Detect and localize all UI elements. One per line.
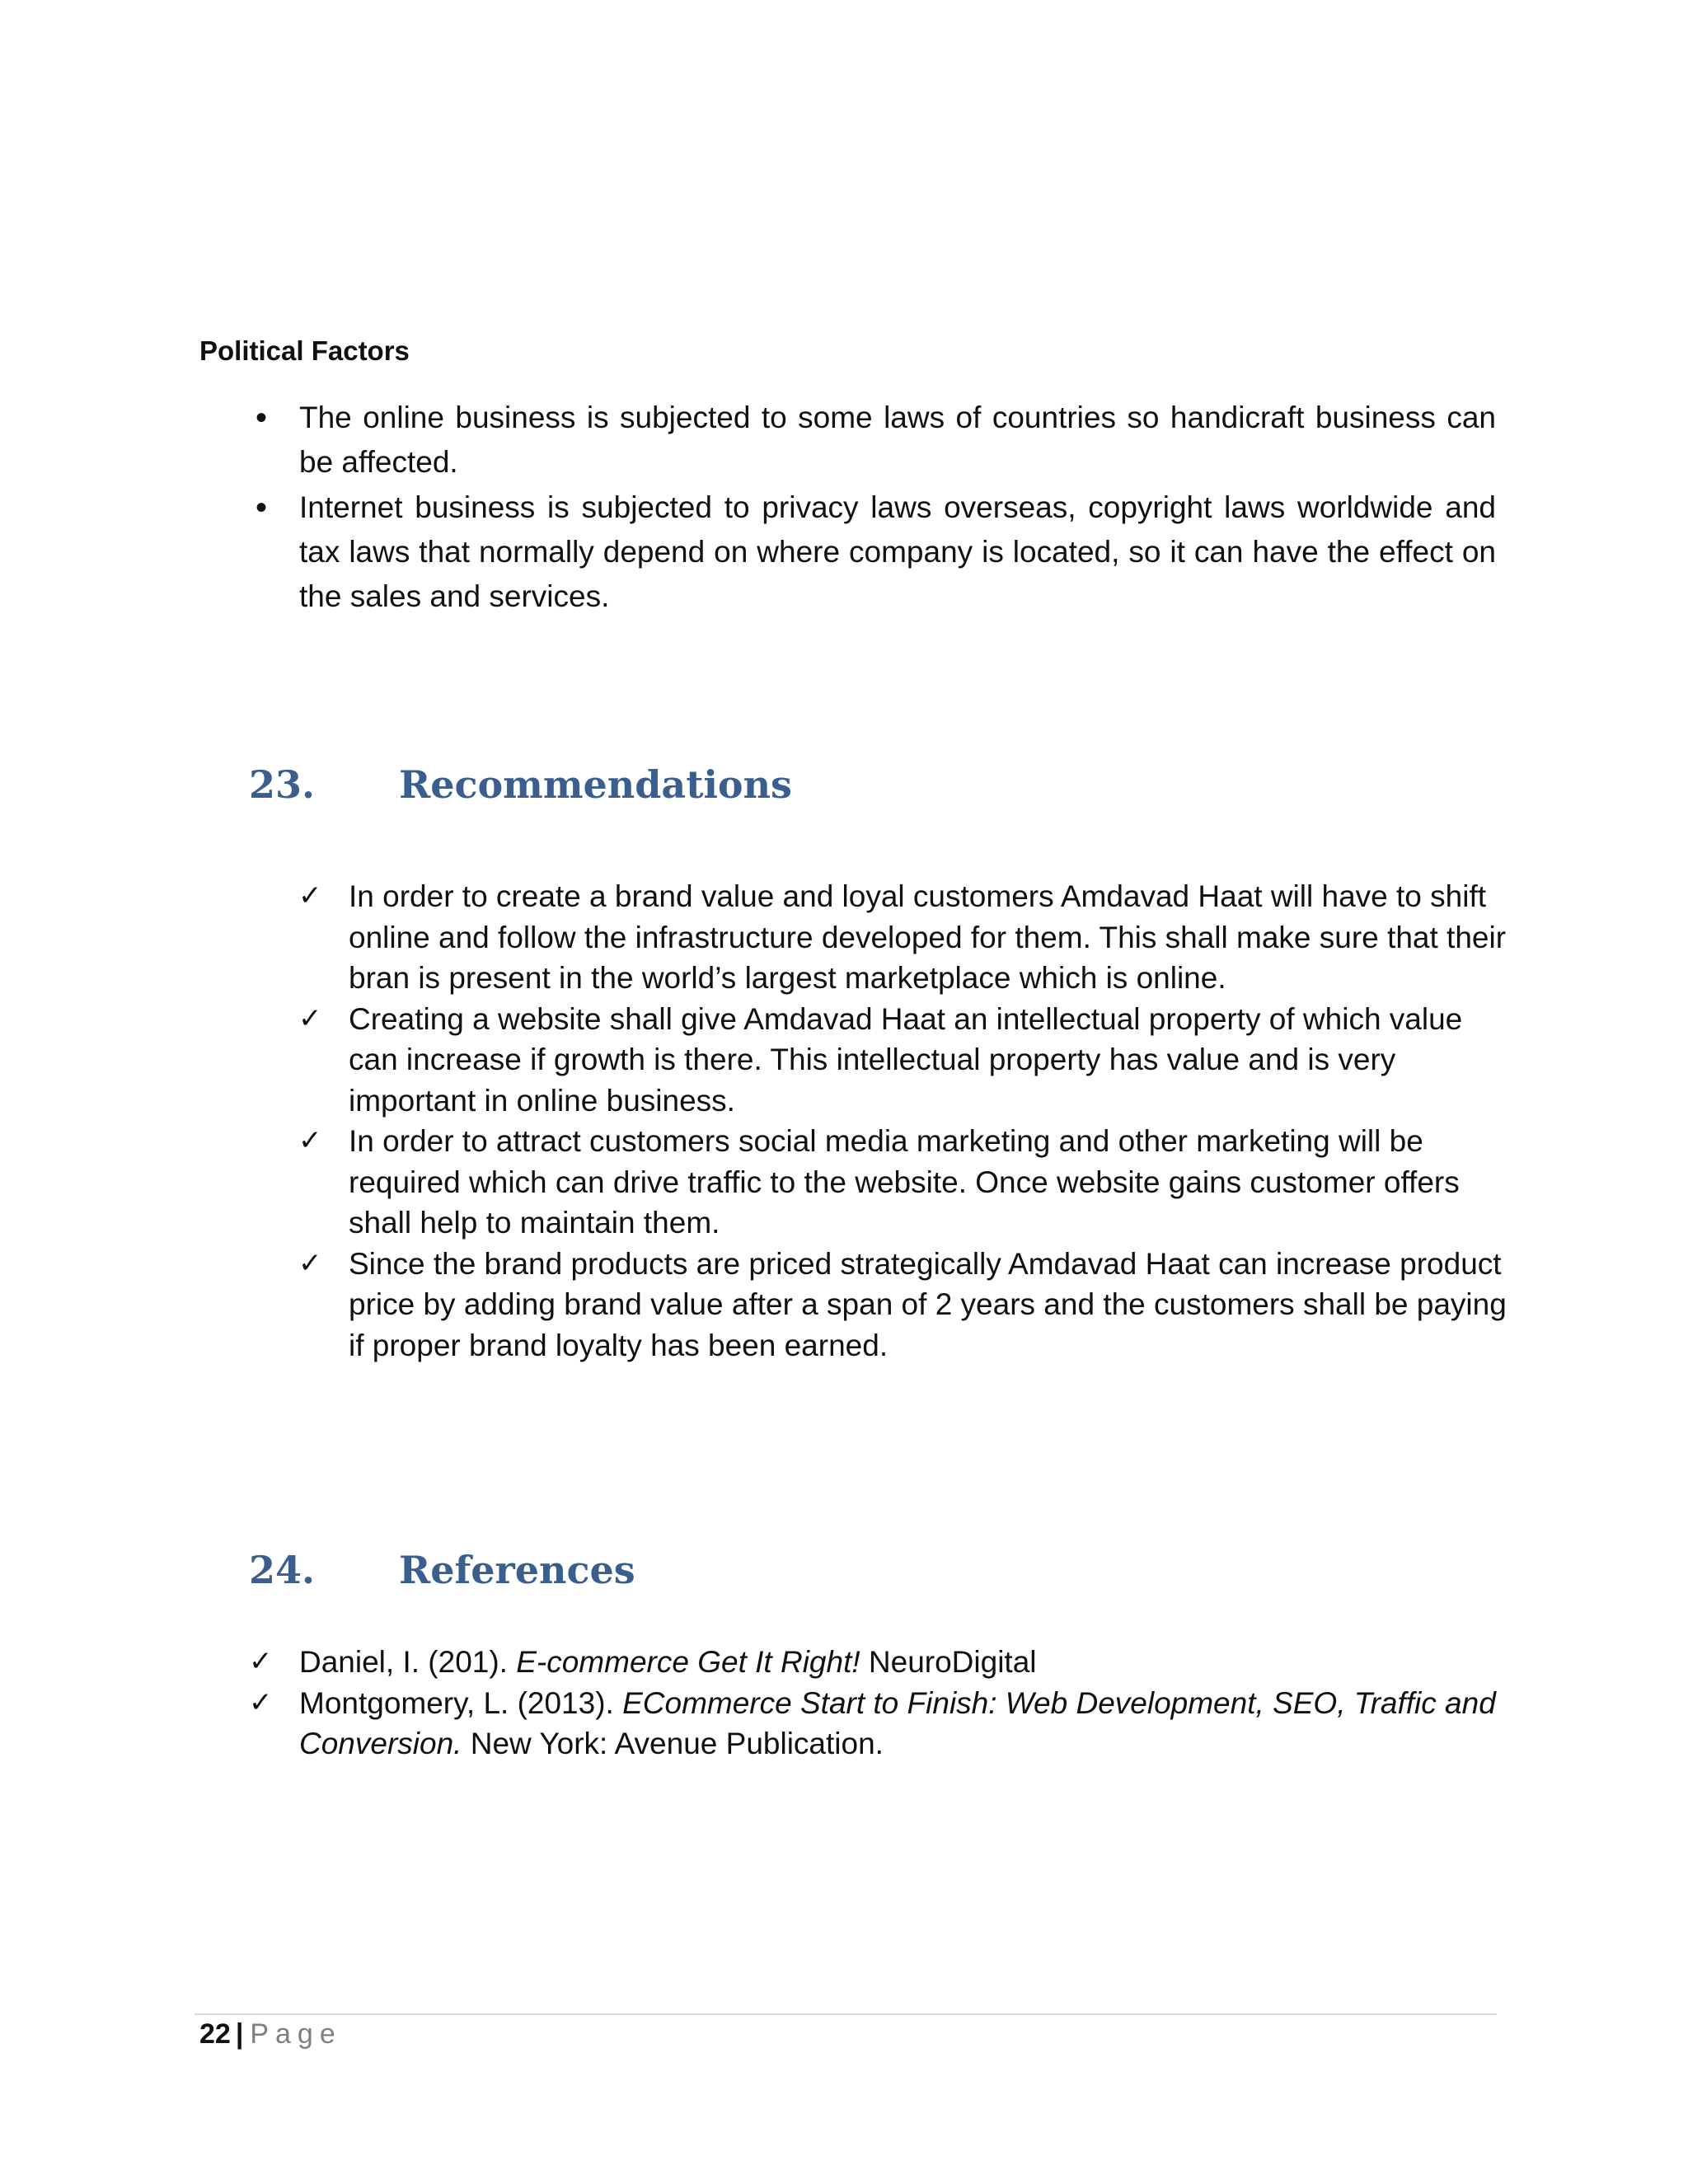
footer-separator: | xyxy=(235,2018,244,2050)
list-item xyxy=(298,1244,1510,1366)
recommendation-text: In order to attract customers social media marketing and other marketing will be required which can drive traffic to the website. Once website gains customer offers shall help to maintain them. xyxy=(349,1124,1460,1240)
political-factors-list xyxy=(249,396,1496,619)
bullet-text: The online business is subjected to some laws of countries so handicraft business can be affected. xyxy=(299,401,1496,479)
page-number: 22 xyxy=(199,2018,231,2050)
political-factors-heading: Political Factors xyxy=(199,335,410,366)
bullet-icon: • xyxy=(255,490,267,526)
list-item xyxy=(298,1121,1510,1244)
section-number: 24. xyxy=(249,1548,316,1592)
recommendation-text: Since the brand products are priced strategically Amdavad Haat can increase product price by adding brand value after a span of 2 years and the customers shall be paying if proper brand loyalty has been earned. xyxy=(349,1246,1507,1362)
list-item xyxy=(298,876,1510,999)
checkmark-icon: ✓ xyxy=(298,1124,322,1157)
checkmark-icon: ✓ xyxy=(298,1246,322,1280)
section-number: 23. xyxy=(249,762,316,807)
bullet-text: Internet business is subjected to privacy laws overseas, copyright laws worldwide and tax laws that normally depend on where company is located, so it can have the effect on the sales and services. xyxy=(299,490,1496,613)
checkmark-icon: ✓ xyxy=(298,879,322,912)
recommendation-text: Creating a website shall give Amdavad Haat an intellectual property of which value can increase if growth is there. This intellectual property has value and is very important in online business. xyxy=(349,1001,1463,1118)
page-footer xyxy=(199,2018,342,2050)
list-item xyxy=(298,999,1510,1122)
checkmark-icon: ✓ xyxy=(249,1645,273,1678)
page-label: Page xyxy=(250,2018,342,2050)
bullet-icon: • xyxy=(255,400,267,436)
recommendations-heading xyxy=(249,762,792,807)
references-heading xyxy=(249,1548,635,1592)
reference-publisher: NeuroDigital xyxy=(860,1645,1037,1679)
reference-publisher: New York: Avenue Publication. xyxy=(462,1727,884,1760)
recommendation-text: In order to create a brand value and loyal customers Amdavad Haat will have to shift online and follow the infrastructure developed for them. This shall make sure that their bran is present in the world’s largest marketplace which is online. xyxy=(349,879,1507,995)
checkmark-icon: ✓ xyxy=(249,1685,273,1719)
reference-author: Daniel, I. (201). xyxy=(299,1645,517,1679)
recommendations-list xyxy=(298,876,1510,1366)
list-item xyxy=(249,1683,1510,1765)
checkmark-icon: ✓ xyxy=(298,1001,322,1035)
footer-divider xyxy=(195,2013,1497,2015)
section-title: Recommendations xyxy=(399,762,792,807)
list-item xyxy=(249,396,1496,485)
list-item xyxy=(249,1642,1510,1683)
reference-title: E-commerce Get It Right! xyxy=(516,1645,860,1679)
reference-author: Montgomery, L. (2013). xyxy=(299,1685,623,1720)
list-item xyxy=(249,485,1496,619)
section-title: References xyxy=(399,1548,635,1592)
references-list xyxy=(249,1642,1510,1765)
reference-title: ECommerce Start to Finish: Web Development, SEO, Traffic and Conversion. xyxy=(299,1685,1496,1760)
